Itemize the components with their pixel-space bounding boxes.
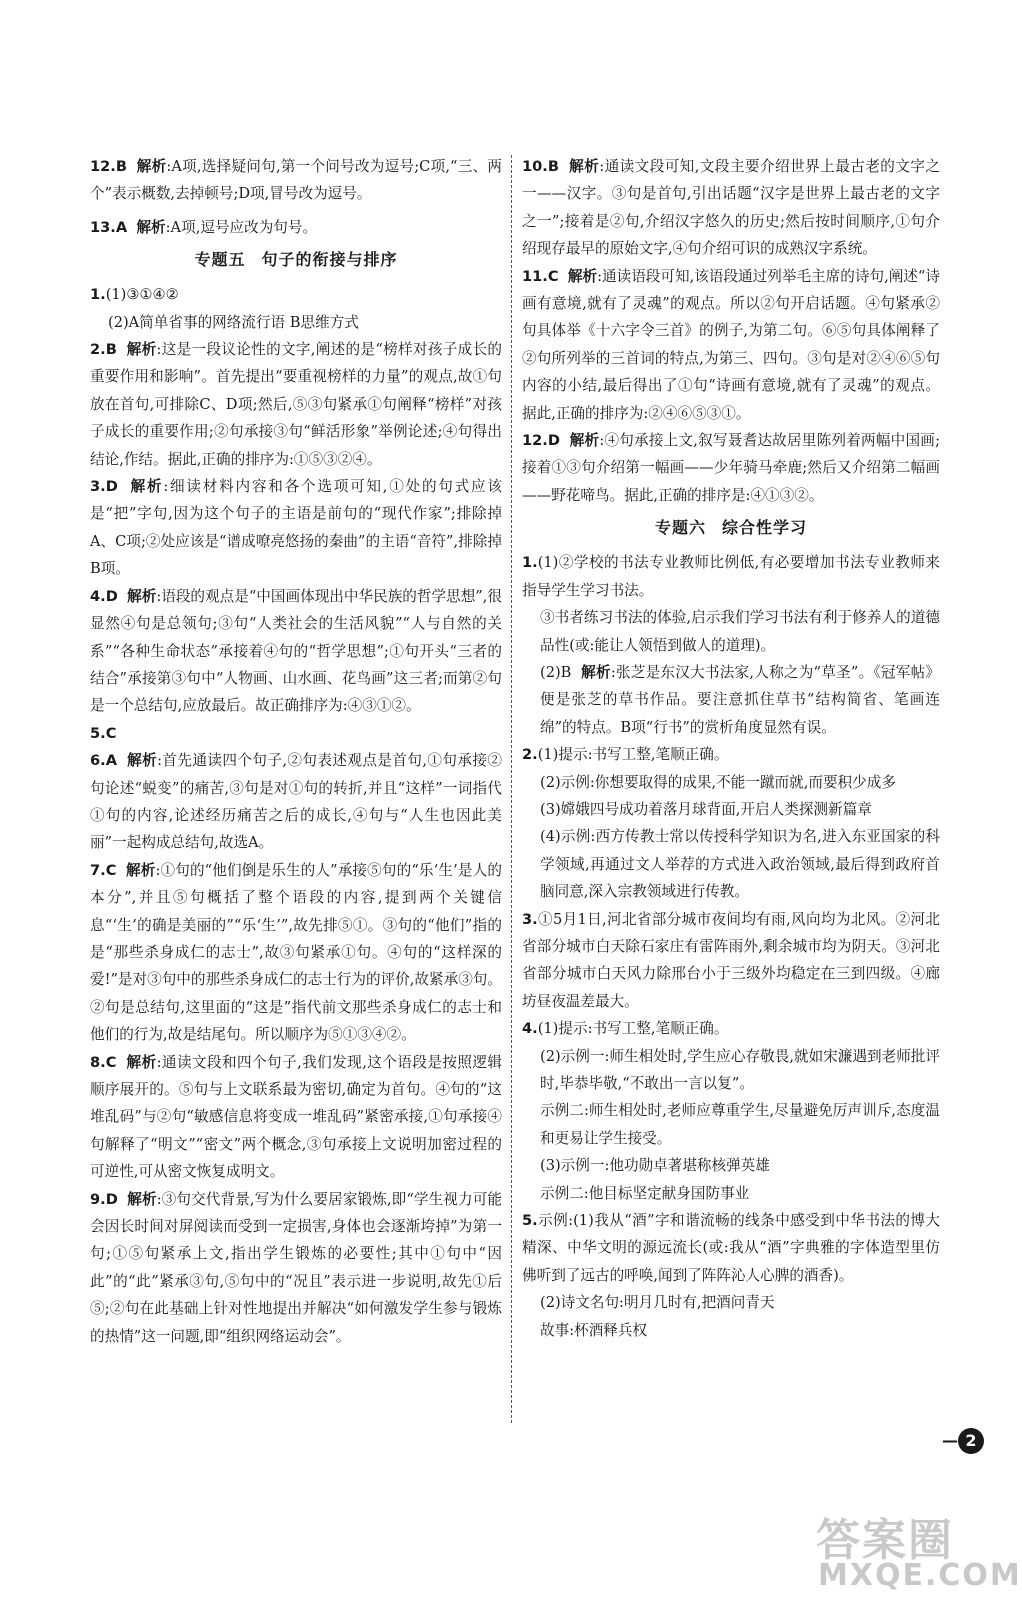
answer-text: :A项,逗号应改为句号。	[165, 218, 318, 236]
answer-text: (2)B	[540, 663, 572, 681]
answer-text: :③句交代背景,写为什么要居家锻炼,即“学生视力可能会因长时间对屏阅读而受到一定损害,身体也会逐渐垮掉”为第一句;①⑤句紧承上文,指出学生锻炼的必要性;其中①句中“因此”的“此”紧承③句,⑤句中的“况且”表示进一步说明,故先①后⑤;②句在此基础上针对性地提出并解决“如何激发学生参与锻炼的热情”这一问题,即“组织网络运动会”。	[90, 1190, 502, 1345]
right-column	[522, 153, 940, 1344]
answer-number: 7.C	[90, 861, 117, 879]
answer-7	[90, 857, 502, 1049]
section-heading-5	[90, 247, 502, 273]
answer-number: 12.B	[90, 158, 127, 175]
answer-number: 3.D	[90, 478, 118, 496]
answer-text: ①5月1日,河北省部分城市夜间均有雨,风向均为北风。②河北省部分城市白天除石家庄有雷阵雨外,剩余城市均为阴天。③河北省部分城市白天风力除邢台小于三级外均稳定在三到四级。④廊坊昼夜温差最大。	[522, 910, 940, 1010]
page-dash: —	[942, 1431, 956, 1450]
watermark-logo	[808, 1504, 1022, 1600]
answer-text: :这是一段议论性的文字,阐述的是“榜样对孩子成长的重要作用和影响”。首先提出“要重视榜样的力量”的观点,故①句放在首句,可排除C、D项;然后,⑤③句紧承①句阐释“榜样”对孩子成长的重要作用;②句承接③句“鲜活形象”举例论述;④句得出结论,作结。据此,正确的排序为:①⑤③②④。	[90, 341, 502, 468]
analysis-label: 解析	[127, 587, 157, 605]
answer-text: (1)提示:书写工整,笔顺正确。	[537, 746, 729, 764]
study-answer-5	[522, 1207, 940, 1289]
analysis-label: 解析	[130, 478, 164, 496]
answer-number: 12.D	[522, 432, 560, 450]
answer-text: (1)②学校的书法专业教师比例低,有必要增加书法专业教师来指导学生学习书法。	[522, 554, 940, 599]
column-divider	[511, 155, 512, 1423]
study-answer-5-part2: (2)诗文名句:明月几时有,把酒问青天	[540, 1294, 775, 1312]
answer-number: 11.C	[522, 267, 559, 285]
section-number: 专题六	[654, 518, 706, 538]
section-number: 专题五	[194, 250, 246, 270]
answer-text: 示例:(1)我从“酒”字和谐流畅的线条中感受到中华书法的博大精深、中华文明的源远流长(或:我从“酒”字典雅的字体造型里仿佛听到了远古的呼唤,闻到了阵阵沁人心脾的酒香)。	[522, 1212, 940, 1284]
answer-12-right	[522, 427, 940, 509]
answer-text: :通读文段和四个句子,我们发现,这个语段是按照逻辑顺序展开的。⑤句与上文联系最为密切,确定为首句。④句的“这堆乱码”与②句“敏感信息将变成一堆乱码”紧密承接,①句承接④句解释了“明文”“密文”两个概念,③句承接上文说明加密过程的可逆性,可从密文恢复成明文。	[90, 1053, 502, 1181]
answer-number: 1.	[522, 554, 538, 572]
analysis-label: 解析	[136, 218, 166, 236]
answer-text: :④句承接上文,叙写聂耆达故居里陈列着两幅中国画;接着①③句介绍第一幅画——少年骑马牵鹿;然后又介绍第二幅画——野花啼鸟。据此,正确的排序是:④①③②。	[522, 432, 940, 504]
answer-text: :语段的观点是“中国画体现出中华民族的哲学思想”,很显然④句是总领句;③句“人类社会的生活风貌”“人与自然的关系”“各种生命状态”承接着④句的“哲学思想”;①句开头“三者的结合”承接第③句中“人物画、山水画、花鸟画”这三者;而第②句是一个总结句,应放最后。故正确排序为:④③①②。	[90, 587, 502, 715]
page-number-badge: 2	[958, 1428, 984, 1454]
answer-number: 2.B	[90, 341, 117, 359]
answer-text: :通读语段可知,该语段通过列举毛主席的诗句,阐述“诗画有意境,就有了灵魂”的观点。所以②句开启话题。④句紧承②句具体举《十六字令三首》的例子,为第二句。⑥⑤句具体阐释了②句所列举的三首词的特点,为第三、四句。③句是对②④⑥⑤句内容的小结,最后得出了①句“诗画有意境,就有了灵魂”的观点。据此,正确的排序为:②④⑥⑤③①。	[522, 267, 940, 422]
study-answer-2-part2: (2)示例:你想要取得的成果,不能一蹴而就,而要积少成多	[540, 773, 896, 791]
answer-2	[90, 336, 502, 473]
answer-4	[90, 583, 502, 720]
analysis-label: 解析	[127, 752, 158, 770]
answer-text: :细读材料内容和各个选项可知,①处的句式应该是“把”字句,因为这个句子的主语是前句的“现代作家”;排除掉A、C项;②处应该是“谱成嘹亮悠扬的秦曲”的主语“音符”,排除掉B项。	[90, 478, 502, 578]
analysis-label: 解析	[581, 663, 611, 681]
section-heading-6	[522, 515, 940, 541]
answer-9	[90, 1186, 502, 1350]
study-answer-1-part3	[522, 659, 940, 741]
answer-text: (1)提示:书写工整,笔顺正确。	[537, 1020, 729, 1038]
page-number	[942, 1428, 984, 1454]
study-answer-4-part5: 示例二:他目标坚定献身国防事业	[540, 1184, 750, 1202]
analysis-label: 解析	[127, 1190, 157, 1208]
answer-number: 8.C	[90, 1053, 117, 1071]
answer-text: (1)③①④②	[105, 286, 179, 304]
answer-11	[522, 263, 940, 427]
study-answer-1	[522, 549, 940, 604]
answer-8	[90, 1049, 502, 1186]
section-title: 综合性学习	[722, 518, 808, 538]
answer-number: 4.D	[90, 587, 118, 605]
study-answer-2	[522, 741, 940, 768]
analysis-label: 解析	[569, 432, 600, 450]
watermark-text: 答案圈	[816, 1515, 954, 1566]
answer-13	[90, 214, 502, 241]
answer-text: :首先通读四个句子,②句表述观点是首句,①句承接②句论述“蜕变”的痛苦,③句是对①句的转折,并且“这样”一词指代①句的内容,论述经历痛苦之后的成长,④句与“人生也因此美丽”一起构成总结句,故选A。	[90, 752, 502, 852]
analysis-label: 解析	[126, 341, 157, 359]
answer-number: 9.D	[90, 1190, 118, 1208]
answer-number: 13.A	[90, 218, 128, 236]
study-answer-1-part2: ③书者练习书法的体验,启示我们学习书法有利于修养人的道德品性(或:能让人领悟到做人的道理)。	[540, 609, 940, 654]
answer-number: 5.	[522, 1212, 538, 1230]
study-answer-4	[522, 1015, 940, 1042]
answer-number: 10.B	[522, 158, 559, 175]
answer-6	[90, 747, 502, 857]
left-column	[90, 153, 502, 1350]
analysis-label: 解析	[567, 267, 598, 285]
answer-10	[522, 153, 940, 263]
analysis-label: 解析	[569, 158, 600, 175]
answer-text: :①句的“他们倒是乐生的人”承接⑤句的“乐‘生’是人的本分”,并且⑤句概括了整个语段的内容,提到两个关键信息“‘生’的确是美丽的”“乐‘生’”,故先排⑤①。③句的“他们”指的是“那些杀身成仁的志士”,故③句紧承①句。④句的“这样深的爱!”是对③句中的那些杀身成仁的志士行为的评价,故紧承③句。②句是总结句,这里面的“这是”指代前文那些杀身成仁的志士和他们的行为,故是结尾句。所以顺序为⑤①③④②。	[90, 861, 502, 1044]
watermark-url: MXQE.COM	[818, 1558, 1022, 1593]
analysis-label: 解析	[125, 861, 156, 879]
study-answer-2-part3: (3)嫦娥四号成功着落月球背面,开启人类探测新篇章	[540, 800, 872, 818]
answer-number: 1.	[90, 286, 106, 304]
study-answer-4-part2: (2)示例一:师生相处时,学生应心存敬畏,就如宋濂遇到老师批评时,毕恭毕敬,“不敢出一言以复”。	[540, 1047, 940, 1092]
answer-3	[90, 473, 502, 583]
study-answer-2-part4: (4)示例:西方传教士常以传授科学知识为名,进入东亚国家的科学领域,再通过文人举荐的方式进入政治领域,最后得到政府首脑同意,深入宗教领域进行传教。	[540, 828, 940, 901]
answer-text: :张芝是东汉大书法家,人称之为“草圣”。《冠军帖》便是张芝的草书作品。要注意抓住草书“结构简省、笔画连绵”的特点。B项“行书”的赏析角度显然有误。	[540, 663, 940, 736]
section-title: 句子的衔接与排序	[261, 250, 398, 270]
answer-1	[90, 281, 502, 308]
answer-1-part2: (2)A简单省事的网络流行语 B思维方式	[108, 313, 359, 331]
answer-number: 3.	[522, 910, 538, 928]
answer-text: :通读文段可知,文段主要介绍世界上最古老的文字之一——汉字。③句是首句,引出话题“汉字是世界上最古老的文字之一”;接着是②句,介绍汉字悠久的历史;然后按时间顺序,①句介绍现存最早的原始文字,④句介绍可识的成熟汉字系统。	[522, 158, 940, 258]
answer-number: 5.C	[90, 724, 117, 742]
analysis-label: 解析	[126, 1053, 157, 1071]
answer-number: 6.A	[90, 752, 117, 770]
answer-number: 2.	[522, 746, 538, 764]
study-answer-4-part3: 示例二:师生相处时,老师应尊重学生,尽量避免厉声训斥,态度温和更易让学生接受。	[540, 1102, 940, 1147]
answer-5	[90, 720, 502, 747]
study-answer-3	[522, 906, 940, 1016]
answer-12	[90, 153, 502, 208]
study-answer-5-part3: 故事:杯酒释兵权	[540, 1321, 648, 1339]
study-answer-4-part4: (3)示例一:他功勋卓著堪称核弹英雄	[540, 1157, 770, 1175]
analysis-label: 解析	[136, 158, 167, 175]
answer-text: :A项,选择疑问句,第一个问号改为逗号;C项,“三、两个”表示概数,去掉顿号;D项,冒号改为逗号。	[90, 158, 502, 203]
answer-number: 4.	[522, 1020, 538, 1038]
